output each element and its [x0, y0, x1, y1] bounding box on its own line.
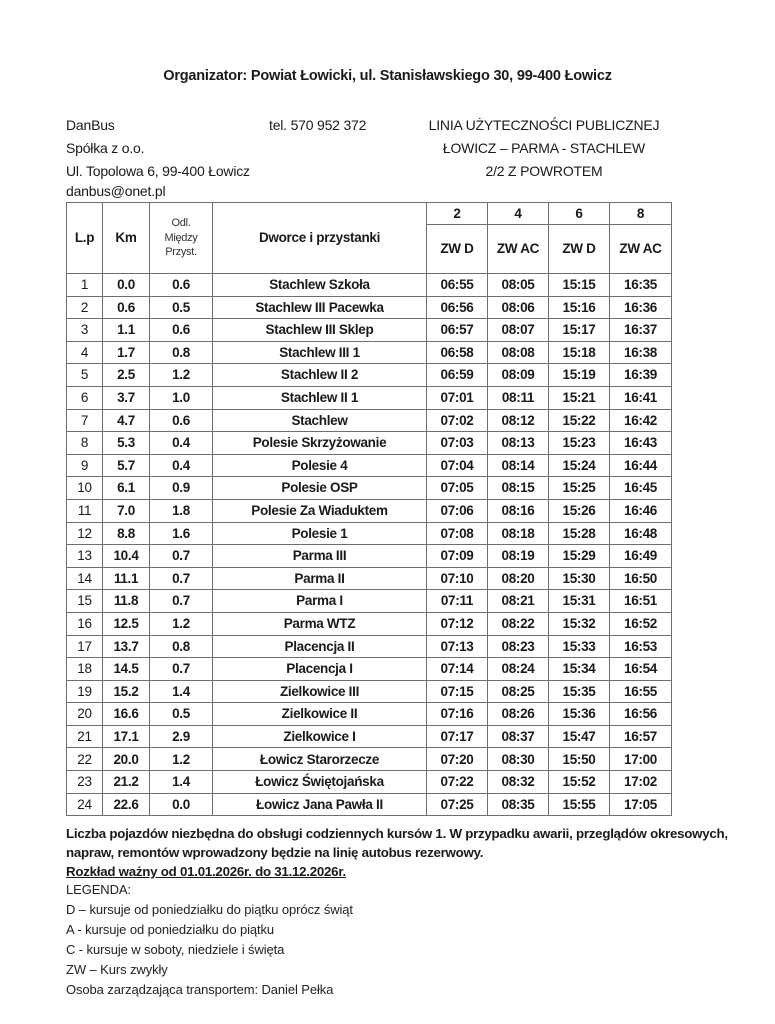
row-departure-time: 06:56 — [427, 296, 488, 319]
row-departure-time: 07:17 — [427, 725, 488, 748]
row-departure-time: 15:17 — [549, 319, 610, 342]
header-lp: L.p — [67, 203, 103, 274]
row-lp: 17 — [67, 635, 103, 658]
table-row — [67, 545, 672, 568]
legend-item: D – kursuje od poniedziałku do piątku oprócz świąt — [66, 902, 353, 917]
row-stop-name: Stachlew Szkoła — [213, 274, 427, 297]
row-lp: 5 — [67, 364, 103, 387]
row-departure-time: 16:46 — [610, 499, 672, 522]
row-distance: 0.7 — [150, 658, 213, 681]
row-km: 15.2 — [103, 680, 150, 703]
row-departure-time: 07:12 — [427, 612, 488, 635]
row-departure-time: 07:16 — [427, 703, 488, 726]
table-row — [67, 703, 672, 726]
row-departure-time: 16:44 — [610, 454, 672, 477]
row-departure-time: 08:15 — [488, 477, 549, 500]
row-departure-time: 07:06 — [427, 499, 488, 522]
row-distance: 1.2 — [150, 364, 213, 387]
row-km: 3.7 — [103, 386, 150, 409]
line-route: ŁOWICZ – PARMA - STACHLEW — [442, 140, 646, 156]
row-distance: 1.8 — [150, 499, 213, 522]
row-km: 17.1 — [103, 725, 150, 748]
row-departure-time: 16:54 — [610, 658, 672, 681]
table-row — [67, 409, 672, 432]
row-lp: 7 — [67, 409, 103, 432]
row-lp: 11 — [67, 499, 103, 522]
table-row — [67, 748, 672, 771]
row-lp: 13 — [67, 545, 103, 568]
row-departure-time: 07:14 — [427, 658, 488, 681]
header-distance-line: Przyst. — [165, 246, 197, 259]
row-departure-time: 16:49 — [610, 545, 672, 568]
row-departure-time: 06:58 — [427, 341, 488, 364]
row-departure-time: 06:57 — [427, 319, 488, 342]
row-lp: 2 — [67, 296, 103, 319]
row-distance: 1.2 — [150, 612, 213, 635]
vehicles-note-line1: Liczba pojazdów niezbędna do obsługi codziennych kursów 1. W przypadku awarii, przeglądów okresowych, — [66, 826, 728, 841]
row-distance: 1.6 — [150, 522, 213, 545]
row-km: 1.7 — [103, 341, 150, 364]
row-departure-time: 07:09 — [427, 545, 488, 568]
legend-item: ZW – Kurs zwykły — [66, 962, 168, 977]
row-departure-time: 16:48 — [610, 522, 672, 545]
row-lp: 15 — [67, 590, 103, 613]
row-stop-name: Stachlew II 2 — [213, 364, 427, 387]
row-departure-time: 15:30 — [549, 567, 610, 590]
row-km: 5.3 — [103, 432, 150, 455]
row-departure-time: 16:56 — [610, 703, 672, 726]
row-stop-name: Polesie 4 — [213, 454, 427, 477]
table-row — [67, 725, 672, 748]
row-departure-time: 08:12 — [488, 409, 549, 432]
row-stop-name: Stachlew III Sklep — [213, 319, 427, 342]
course-type: ZW AC — [488, 225, 549, 274]
course-number: 6 — [549, 203, 610, 225]
table-row — [67, 477, 672, 500]
row-departure-time: 16:37 — [610, 319, 672, 342]
row-departure-time: 16:45 — [610, 477, 672, 500]
row-departure-time: 15:24 — [549, 454, 610, 477]
row-lp: 16 — [67, 612, 103, 635]
row-stop-name: Stachlew II 1 — [213, 386, 427, 409]
row-distance: 1.4 — [150, 680, 213, 703]
row-distance: 0.8 — [150, 635, 213, 658]
row-departure-time: 16:39 — [610, 364, 672, 387]
row-departure-time: 16:43 — [610, 432, 672, 455]
row-departure-time: 16:51 — [610, 590, 672, 613]
row-departure-time: 15:47 — [549, 725, 610, 748]
course-number: 8 — [610, 203, 672, 225]
row-departure-time: 08:09 — [488, 364, 549, 387]
row-lp: 24 — [67, 793, 103, 816]
company-email: danbus@onet.pl — [66, 183, 166, 199]
timetable-body — [67, 274, 672, 816]
row-stop-name: Parma I — [213, 590, 427, 613]
row-departure-time: 06:55 — [427, 274, 488, 297]
row-departure-time: 07:02 — [427, 409, 488, 432]
row-km: 12.5 — [103, 612, 150, 635]
row-departure-time: 08:07 — [488, 319, 549, 342]
row-departure-time: 16:35 — [610, 274, 672, 297]
table-row — [67, 680, 672, 703]
row-departure-time: 07:03 — [427, 432, 488, 455]
row-lp: 23 — [67, 771, 103, 794]
row-distance: 0.9 — [150, 477, 213, 500]
row-stop-name: Polesie Skrzyżowanie — [213, 432, 427, 455]
row-departure-time: 16:57 — [610, 725, 672, 748]
row-km: 8.8 — [103, 522, 150, 545]
header-distance-line: Odl. — [171, 216, 191, 229]
row-departure-time: 15:23 — [549, 432, 610, 455]
row-km: 0.0 — [103, 274, 150, 297]
row-departure-time: 08:06 — [488, 296, 549, 319]
row-departure-time: 08:11 — [488, 386, 549, 409]
row-lp: 6 — [67, 386, 103, 409]
row-km: 13.7 — [103, 635, 150, 658]
row-lp: 9 — [67, 454, 103, 477]
row-distance: 0.7 — [150, 590, 213, 613]
vehicles-note-line2: napraw, remontów wprowadzony będzie na linię autobus rezerwowy. — [66, 845, 484, 860]
table-row — [67, 364, 672, 387]
legend-title: LEGENDA: — [66, 882, 131, 897]
row-stop-name: Placencja I — [213, 658, 427, 681]
row-departure-time: 07:04 — [427, 454, 488, 477]
row-lp: 10 — [67, 477, 103, 500]
row-lp: 22 — [67, 748, 103, 771]
row-departure-time: 08:08 — [488, 341, 549, 364]
row-distance: 0.7 — [150, 567, 213, 590]
row-distance: 0.6 — [150, 409, 213, 432]
row-departure-time: 16:38 — [610, 341, 672, 364]
row-km: 21.2 — [103, 771, 150, 794]
row-departure-time: 15:16 — [549, 296, 610, 319]
row-distance: 0.5 — [150, 703, 213, 726]
row-departure-time: 15:55 — [549, 793, 610, 816]
row-stop-name: Polesie OSP — [213, 477, 427, 500]
header-distance-line: Między — [164, 231, 198, 244]
header-distance — [150, 203, 213, 274]
row-departure-time: 17:05 — [610, 793, 672, 816]
row-stop-name: Polesie 1 — [213, 522, 427, 545]
row-lp: 1 — [67, 274, 103, 297]
table-row — [67, 432, 672, 455]
row-departure-time: 16:55 — [610, 680, 672, 703]
row-departure-time: 15:52 — [549, 771, 610, 794]
table-row — [67, 319, 672, 342]
row-departure-time: 08:16 — [488, 499, 549, 522]
row-km: 16.6 — [103, 703, 150, 726]
row-lp: 4 — [67, 341, 103, 364]
row-departure-time: 15:31 — [549, 590, 610, 613]
row-km: 2.5 — [103, 364, 150, 387]
row-departure-time: 17:02 — [610, 771, 672, 794]
course-type: ZW D — [549, 225, 610, 274]
row-departure-time: 08:37 — [488, 725, 549, 748]
row-stop-name: Zielkowice I — [213, 725, 427, 748]
row-distance: 1.0 — [150, 386, 213, 409]
row-departure-time: 07:13 — [427, 635, 488, 658]
course-number: 4 — [488, 203, 549, 225]
row-departure-time: 08:14 — [488, 454, 549, 477]
row-lp: 19 — [67, 680, 103, 703]
row-departure-time: 08:13 — [488, 432, 549, 455]
company-name: DanBus — [66, 117, 115, 133]
row-km: 22.6 — [103, 793, 150, 816]
row-lp: 12 — [67, 522, 103, 545]
row-km: 1.1 — [103, 319, 150, 342]
row-stop-name: Parma II — [213, 567, 427, 590]
row-distance: 1.4 — [150, 771, 213, 794]
row-departure-time: 16:41 — [610, 386, 672, 409]
table-row — [67, 274, 672, 297]
row-departure-time: 15:29 — [549, 545, 610, 568]
row-stop-name: Łowicz Jana Pawła II — [213, 793, 427, 816]
row-departure-time: 07:10 — [427, 567, 488, 590]
row-km: 11.1 — [103, 567, 150, 590]
row-departure-time: 15:19 — [549, 364, 610, 387]
row-stop-name: Zielkowice II — [213, 703, 427, 726]
course-type: ZW AC — [610, 225, 672, 274]
table-row — [67, 567, 672, 590]
row-departure-time: 15:15 — [549, 274, 610, 297]
row-stop-name: Polesie Za Wiaduktem — [213, 499, 427, 522]
row-departure-time: 07:01 — [427, 386, 488, 409]
row-stop-name: Stachlew — [213, 409, 427, 432]
row-departure-time: 08:26 — [488, 703, 549, 726]
row-departure-time: 16:36 — [610, 296, 672, 319]
row-stop-name: Parma WTZ — [213, 612, 427, 635]
row-km: 5.7 — [103, 454, 150, 477]
row-departure-time: 16:52 — [610, 612, 672, 635]
row-departure-time: 15:25 — [549, 477, 610, 500]
legend-item: A - kursuje od poniedziałku do piątku — [66, 922, 275, 937]
row-departure-time: 08:22 — [488, 612, 549, 635]
row-distance: 0.6 — [150, 319, 213, 342]
table-row — [67, 590, 672, 613]
row-distance: 0.4 — [150, 454, 213, 477]
line-number: 2/2 Z POWROTEM — [485, 163, 603, 179]
company-phone: tel. 570 952 372 — [269, 117, 367, 133]
row-distance: 0.7 — [150, 545, 213, 568]
row-departure-time: 08:32 — [488, 771, 549, 794]
row-departure-time: 07:25 — [427, 793, 488, 816]
row-lp: 21 — [67, 725, 103, 748]
row-departure-time: 08:05 — [488, 274, 549, 297]
row-stop-name: Parma III — [213, 545, 427, 568]
row-km: 0.6 — [103, 296, 150, 319]
organizer-heading: Organizator: Powiat Łowicki, ul. Stanisławskiego 30, 99-400 Łowicz — [163, 68, 612, 84]
row-departure-time: 07:20 — [427, 748, 488, 771]
row-lp: 14 — [67, 567, 103, 590]
header-km: Km — [103, 203, 150, 274]
table-row — [67, 454, 672, 477]
row-departure-time: 15:33 — [549, 635, 610, 658]
row-departure-time: 15:50 — [549, 748, 610, 771]
row-departure-time: 16:42 — [610, 409, 672, 432]
row-departure-time: 15:36 — [549, 703, 610, 726]
table-row — [67, 793, 672, 816]
row-departure-time: 08:18 — [488, 522, 549, 545]
row-lp: 8 — [67, 432, 103, 455]
row-distance: 0.8 — [150, 341, 213, 364]
table-row — [67, 658, 672, 681]
row-departure-time: 07:22 — [427, 771, 488, 794]
row-km: 10.4 — [103, 545, 150, 568]
course-number: 2 — [427, 203, 488, 225]
row-departure-time: 15:35 — [549, 680, 610, 703]
row-distance: 0.5 — [150, 296, 213, 319]
table-row — [67, 386, 672, 409]
row-stop-name: Łowicz Świętojańska — [213, 771, 427, 794]
row-departure-time: 08:25 — [488, 680, 549, 703]
row-km: 6.1 — [103, 477, 150, 500]
table-row — [67, 296, 672, 319]
row-lp: 3 — [67, 319, 103, 342]
row-departure-time: 07:08 — [427, 522, 488, 545]
row-stop-name: Placencja II — [213, 635, 427, 658]
table-row — [67, 341, 672, 364]
table-row — [67, 771, 672, 794]
row-km: 4.7 — [103, 409, 150, 432]
row-km: 11.8 — [103, 590, 150, 613]
row-km: 7.0 — [103, 499, 150, 522]
row-km: 20.0 — [103, 748, 150, 771]
validity-note: Rozkład ważny od 01.01.2026r. do 31.12.2026r. — [66, 864, 346, 879]
row-distance: 0.4 — [150, 432, 213, 455]
row-distance: 0.6 — [150, 274, 213, 297]
row-distance: 2.9 — [150, 725, 213, 748]
row-stop-name: Stachlew III 1 — [213, 341, 427, 364]
row-departure-time: 08:21 — [488, 590, 549, 613]
header-stops: Dworce i przystanki — [213, 203, 427, 274]
row-departure-time: 07:11 — [427, 590, 488, 613]
course-type: ZW D — [427, 225, 488, 274]
row-departure-time: 17:00 — [610, 748, 672, 771]
row-departure-time: 08:35 — [488, 793, 549, 816]
row-departure-time: 08:24 — [488, 658, 549, 681]
row-distance: 0.0 — [150, 793, 213, 816]
line-type: LINIA UŻYTECZNOŚCI PUBLICZNEJ — [428, 117, 660, 133]
row-lp: 20 — [67, 703, 103, 726]
row-stop-name: Zielkowice III — [213, 680, 427, 703]
table-row — [67, 522, 672, 545]
row-stop-name: Łowicz Starorzecze — [213, 748, 427, 771]
row-km: 14.5 — [103, 658, 150, 681]
row-stop-name: Stachlew III Pacewka — [213, 296, 427, 319]
row-departure-time: 15:18 — [549, 341, 610, 364]
transport-manager: Osoba zarządzająca transportem: Daniel Pełka — [66, 982, 334, 997]
timetable — [66, 202, 672, 816]
row-distance: 1.2 — [150, 748, 213, 771]
legend-item: C - kursuje w soboty, niedziele i święta — [66, 942, 285, 957]
row-departure-time: 08:20 — [488, 567, 549, 590]
row-departure-time: 16:53 — [610, 635, 672, 658]
row-departure-time: 07:05 — [427, 477, 488, 500]
row-departure-time: 15:34 — [549, 658, 610, 681]
row-departure-time: 15:22 — [549, 409, 610, 432]
row-lp: 18 — [67, 658, 103, 681]
row-departure-time: 06:59 — [427, 364, 488, 387]
row-departure-time: 15:21 — [549, 386, 610, 409]
table-row — [67, 635, 672, 658]
company-type: Spółka z o.o. — [66, 140, 145, 156]
row-departure-time: 07:15 — [427, 680, 488, 703]
row-departure-time: 08:23 — [488, 635, 549, 658]
row-departure-time: 08:30 — [488, 748, 549, 771]
row-departure-time: 16:50 — [610, 567, 672, 590]
row-departure-time: 15:26 — [549, 499, 610, 522]
company-address: Ul. Topolowa 6, 99-400 Łowicz — [66, 163, 250, 179]
row-departure-time: 08:19 — [488, 545, 549, 568]
table-row — [67, 499, 672, 522]
table-row — [67, 612, 672, 635]
row-departure-time: 15:32 — [549, 612, 610, 635]
row-departure-time: 15:28 — [549, 522, 610, 545]
